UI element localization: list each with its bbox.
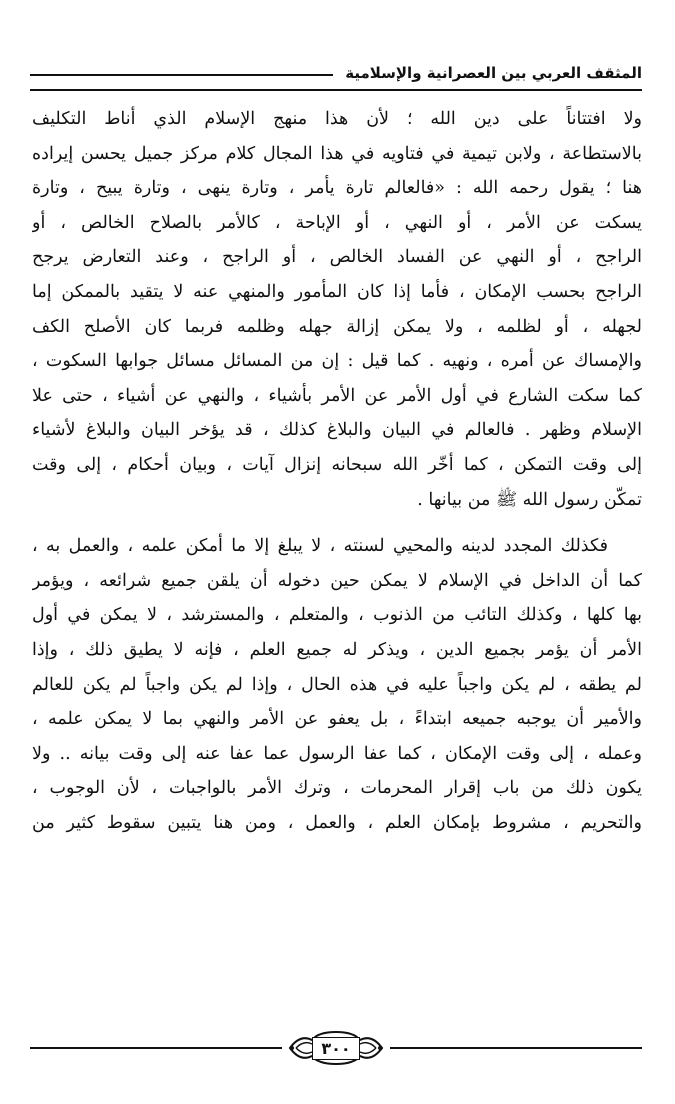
text-line: والتحريم ، مشروط بإمكان العلم ، والعمل ، ومن هنا يتبين سقوط كثير من (32, 812, 642, 833)
page-number-ornament (288, 1030, 384, 1066)
text-line: الراجح بحسب الإمكان ، فأما إذا كان المأمور والمنهي عنه لا يتقيد بالممكن إما (32, 281, 642, 302)
text-line: والأمير أن يوجبه جميعه ابتداءً ، بل يعفو عن الأمر والنهي بما لا يمكن علمه ، (32, 709, 642, 730)
paragraph (32, 102, 642, 517)
text-line: فكذلك المجدد لدينه والمحيي لسنته ، لا يبلغ إلا ما أمكن علمه ، والعمل به ، (32, 536, 608, 557)
text-line: يكون ذلك من باب إقرار المحرمات ، وترك الأمر بالواجبات ، لأن الوجوب ، (32, 778, 642, 799)
text-line: وعمله ، إلى وقت الإمكان ، كما عفا الرسول عما عفا عنه إلى وقت بيانه .. ولا (32, 743, 642, 764)
book-title: المثقف العربي بين العصرانية والإسلامية (345, 64, 642, 82)
running-header (30, 58, 642, 88)
page-body (32, 102, 642, 840)
text-line: الأمر أن يؤمر بجميع الدين ، ويذكر له جميع العلم ، فإنه لا يطيق ذلك ، وإذا (32, 639, 642, 660)
text-line: بالاستطاعة ، ولابن تيمية في فتاويه في هذا المجال كلام مركز جميل يحسن إيراده (32, 143, 642, 164)
text-line: بها كلها ، وكذلك التائب من الذنوب ، والمتعلم ، والمسترشد ، لا يمكن في أول (32, 605, 642, 626)
text-line: الإسلام وظهر . فالعالم في البيان والبلاغ كذلك ، قد يؤخر البيان والبلاغ لأشياء (32, 420, 642, 441)
text-line: تمكّن رسول الله ﷺ من بيانها . (417, 489, 642, 510)
footer-rule-right (390, 1047, 642, 1049)
text-line: كما سكت الشارع في أول الأمر عن الأمر بأشياء ، والنهي عن أشياء ، حتى علا (32, 385, 642, 406)
header-rule (30, 74, 333, 76)
text-line: ولا افتتاناً على دين الله ؛ لأن هذا منهج الإسلام الذي أناط التكليف (32, 109, 642, 129)
page-footer (30, 1028, 642, 1068)
paragraph (32, 529, 642, 840)
text-line: لم يطقه ، لم يكن واجباً عليه في هذه الحال ، وإذا لم يكن واجباً لم يكن للعالم (32, 674, 642, 695)
text-line: إلى وقت التمكن ، كما أخّر الله سبحانه إنزال آيات ، وبيان أحكام ، إلى وقت (32, 454, 642, 475)
text-line: لجهله ، أو لظلمه ، ولا يمكن إزالة جهله وظلمه فربما كان الأصلح الكف (32, 316, 642, 337)
text-line: والإمساك عن أمره ، ونهيه . كما قيل : إن من المسائل مسائل جوابها السكوت ، (32, 351, 642, 372)
text-line: هنا ؛ يقول رحمه الله : «فالعالم تارة يأمر ، وتارة ينهى ، وتارة يبيح ، وتارة (32, 178, 642, 199)
text-line: يسكت عن الأمر ، أو النهي ، أو الإباحة ، كالأمر بالصلاح الخالص ، أو (32, 212, 642, 233)
header-divider (30, 89, 642, 91)
footer-rule-left (30, 1047, 282, 1049)
page-number: ٣٠٠ (312, 1037, 359, 1060)
text-line: الراجح ، أو النهي عن الفساد الخالص ، أو الراجح ، وعند التعارض يرجح (32, 247, 642, 268)
paragraph-gap (32, 517, 642, 529)
text-line: كما أن الداخل في الإسلام لا يمكن حين دخوله أن يلقن جميع شرائعه ، ويؤمر (32, 570, 642, 591)
